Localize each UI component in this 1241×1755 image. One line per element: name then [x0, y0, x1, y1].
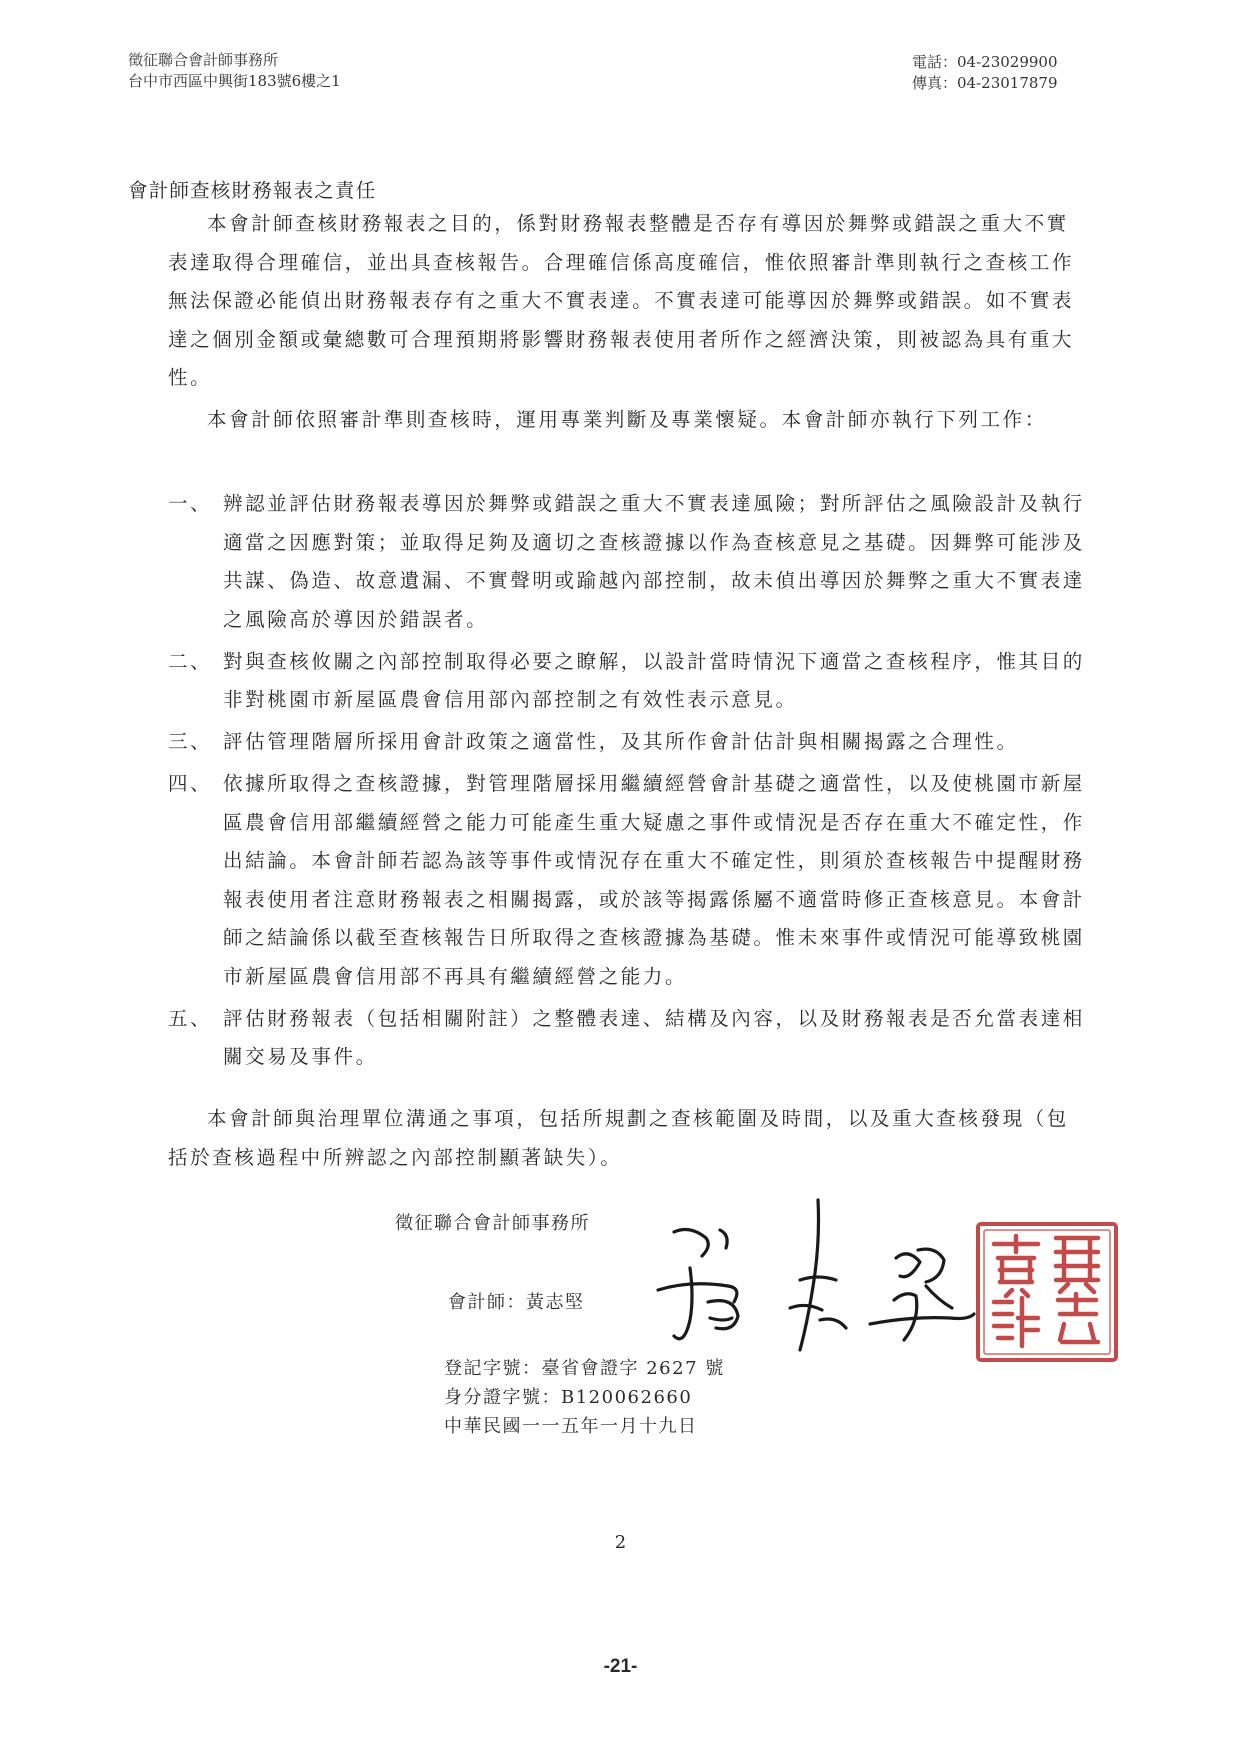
- page-number: 2: [614, 1532, 627, 1553]
- report-date: 中華民國一一五年一月十九日: [444, 1416, 698, 1437]
- list-item-text: 辨認並評估財務報表導因於舞弊或錯誤之重大不實表達風險；對所評估之風險設計及執行適當之因應對策；並取得足夠及適切之查核證據以作為查核意見之基礎。因舞弊可能涉及共謀、偽造、故意遺漏、不實聲明或踰越內部控制，故未偵出導因於舞弊之重大不實表達之風險高於導因於錯誤者。: [223, 492, 1085, 631]
- letterhead-right: [912, 52, 1058, 94]
- handwritten-signature: [650, 1190, 980, 1364]
- seal-icon: [972, 1218, 1122, 1368]
- closing-paragraph: [168, 1100, 1085, 1177]
- list-item: [168, 1000, 1085, 1077]
- signature-firm-name: 徵征聯合會計師事務所: [395, 1213, 590, 1234]
- list-item: [168, 643, 1085, 720]
- firm-name-header: 徵征聯合會計師事務所: [128, 51, 279, 69]
- list-item-number: 三、: [168, 730, 213, 753]
- intro-paragraph-2-text: 本會計師依照審計準則查核時，運用專業判斷及專業懷疑。本會計師亦執行下列工作：: [207, 408, 1047, 431]
- phone-number: 電話：04-23029900: [912, 53, 1058, 71]
- registration-number: 登記字號：臺省會證字 2627 號: [444, 1358, 725, 1379]
- list-item-text: 評估管理階層所採用會計政策之適當性，及其所作會計估計與相關揭露之合理性。: [223, 730, 1019, 753]
- section-title: 會計師查核財務報表之責任: [128, 179, 377, 202]
- registration-info: [444, 1354, 725, 1441]
- document-page-number: -21-: [603, 1656, 638, 1677]
- intro-paragraph-1-text: 本會計師查核財務報表之目的，係對財務報表整體是否存有導因於舞弊或錯誤之重大不實表達取得合理確信，並出具查核報告。合理確信係高度確信，惟依照審計準則執行之查核工作無法保證必能偵出財務報表存有之重大不實表達。不實表達可能導因於舞弊或錯誤。如不實表達之個別金額或彙總數可合理預期將影響財務報表使用者所作之經濟決策，則被認為具有重大性。: [168, 212, 1075, 389]
- letterhead-left: [128, 50, 341, 92]
- closing-paragraph-text: 本會計師與治理單位溝通之事項，包括所規劃之查核範圍及時間，以及重大查核發現（包括於查核過程中所辨認之內部控制顯著缺失）。: [168, 1107, 1069, 1169]
- accountant-name: 會計師：黃志堅: [448, 1292, 585, 1313]
- firm-address: 台中市西區中興街183號6樓之1: [128, 72, 341, 90]
- accountant-seal: [972, 1218, 1122, 1372]
- id-number: 身分證字號：B120062660: [444, 1387, 693, 1408]
- intro-paragraph-1: [168, 205, 1085, 398]
- list-item: [168, 723, 1085, 762]
- list-item-number: 一、: [168, 492, 213, 515]
- list-item-number: 二、: [168, 649, 213, 673]
- list-item-text: 依據所取得之查核證據，對管理階層採用繼續經營會計基礎之適當性，以及使桃園市新屋區農會信用部繼續經營之能力可能產生重大疑慮之事件或情況是否存在重大不確定性，作出結論。本會計師若認為該等事件或情況存在重大不確定性，則須於查核報告中提醒財務報表使用者注意財務報表之相關揭露，或於該等揭露係屬不適當時修正查核意見。本會計師之結論係以截至查核報告日所取得之查核證據為基礎。惟未來事件或情況可能導致桃園市新屋區農會信用部不再具有繼續經營之能力。: [223, 772, 1085, 988]
- fax-number: 傳真：04-23017879: [912, 74, 1058, 92]
- list-item: [168, 765, 1085, 996]
- list-item-number: 四、: [168, 772, 213, 795]
- list-item-text: 對與查核攸關之內部控制取得必要之瞭解，以設計當時情況下適當之查核程序，惟其目的非對桃園市新屋區農會信用部內部控制之有效性表示意見。: [223, 649, 1085, 711]
- list-item-number: 五、: [168, 1006, 213, 1030]
- intro-paragraph-2: [168, 401, 1085, 440]
- signature-icon: [650, 1190, 980, 1360]
- list-item-text: 評估財務報表（包括相關附註）之整體表達、結構及內容，以及財務報表是否允當表達相關交易及事件。: [223, 1006, 1085, 1068]
- procedure-list: [168, 485, 1085, 1080]
- list-item: [168, 485, 1085, 639]
